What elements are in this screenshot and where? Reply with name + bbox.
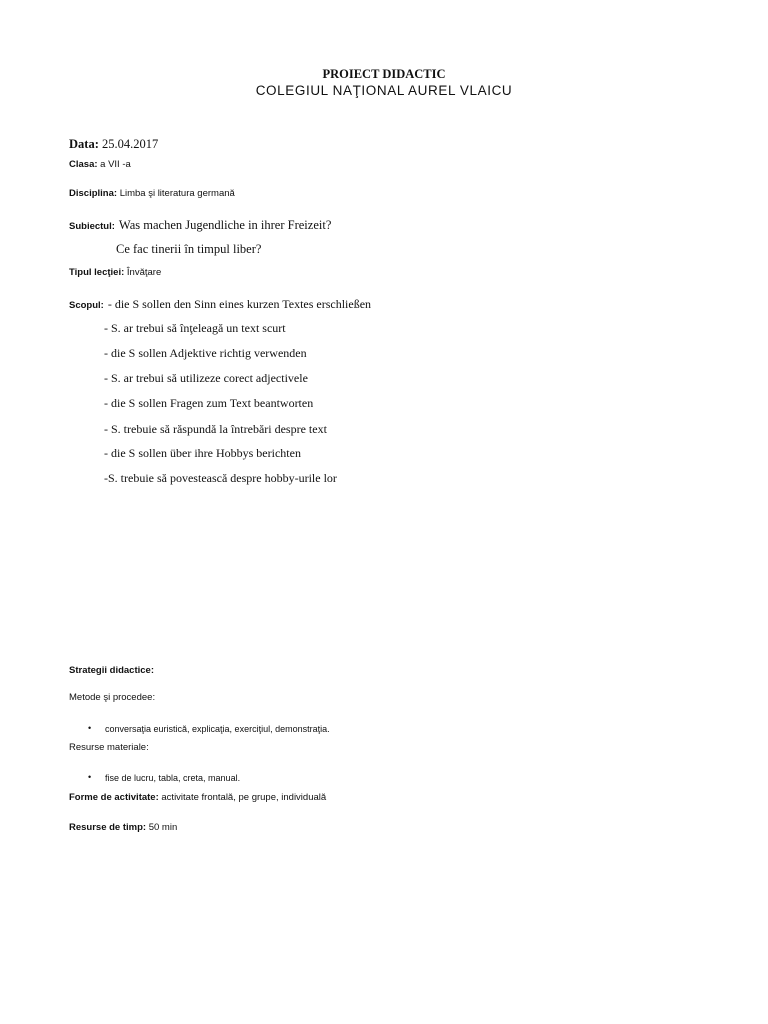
bullet-dot: • [88,723,92,733]
discipline-value: Limba şi literatura germană [119,188,235,199]
goal-item: - S. ar trebui să utilizeze corect adjectivele [104,371,308,385]
subject-value: Was machen Jugendliche in ihrer Freizeit? [118,218,332,232]
subject-label: Subiectul: [69,221,115,232]
date-value: 25.04.2017 [101,137,159,151]
subject-translation: Ce fac tinerii în timpul liber? [116,242,262,256]
goal-label: Scopul: [69,300,104,311]
methods-label: Metode şi procedee: [69,692,156,703]
goal-first-line: - die S sollen den Sinn eines kurzen Textes erschließen [107,297,372,311]
time-row [69,822,177,833]
class-row [69,159,131,170]
goal-item: - S. trebuie să răspundă la întrebări despre text [104,422,327,436]
lesson-type-row [69,267,161,278]
time-value: 50 min [148,822,178,833]
bullet-dot: • [88,772,92,782]
school-name: COLEGIUL NAŢIONAL AUREL VLAICU [255,83,513,98]
goal-item: - die S sollen über ihre Hobbys berichten [104,446,301,460]
goal-row [69,295,371,313]
discipline-label: Disciplina: [69,188,118,199]
class-label: Clasa: [69,159,98,170]
activity-forms-row [69,792,326,803]
date-label: Data: [69,137,99,151]
lesson-type-value: Învăţare [126,267,162,278]
strategies-label: Strategii didactice: [69,665,154,676]
discipline-row [69,188,235,199]
date-row [69,137,158,152]
activity-forms-label: Forme de activitate: [69,792,159,803]
class-value: a VII -a [100,159,131,170]
methods-bullet: conversaţia euristică, explicaţia, exerciţiul, demonstraţia. [105,724,330,734]
goal-item: - die S sollen Fragen zum Text beantworten [104,396,314,410]
materials-bullet: fise de lucru, tabla, creta, manual. [105,773,241,783]
subject-row [69,216,331,234]
goal-item: -S. trebuie să povestească despre hobby-urile lor [104,471,337,485]
lesson-type-label: Tipul lecţiei: [69,267,125,278]
time-label: Resurse de timp: [69,822,147,833]
goal-item: - die S sollen Adjektive richtig verwenden [104,346,307,360]
document-title: PROIECT DIDACTIC [322,67,446,81]
goal-item: - S. ar trebui să înţeleagă un text scurt [104,321,286,335]
materials-label: Resurse materiale: [69,742,149,753]
activity-forms-value: activitate frontală, pe grupe, individuală [161,792,327,803]
